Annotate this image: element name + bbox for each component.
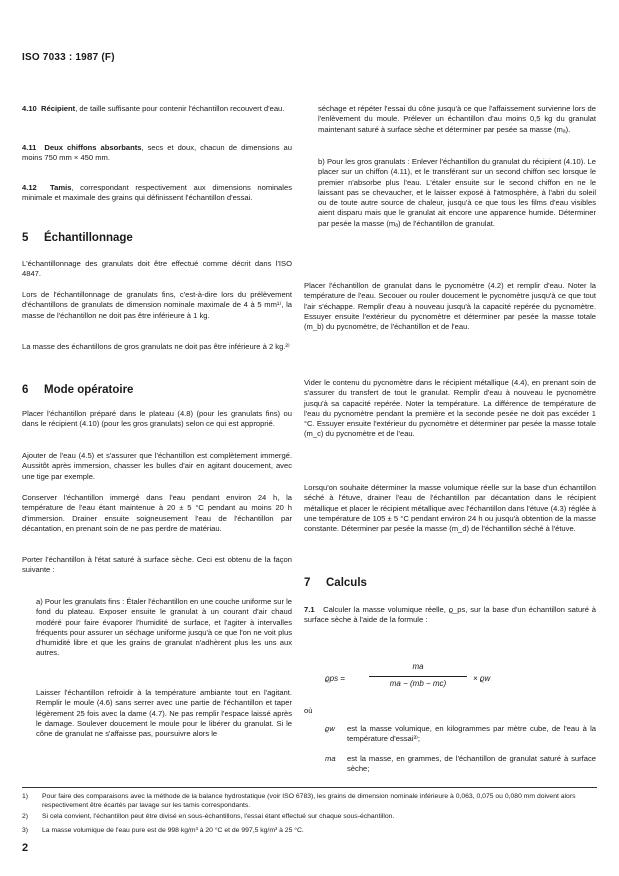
section-number: 6 (22, 384, 29, 396)
footnote-marker: 2) (22, 813, 29, 820)
page-number: 2 (22, 842, 29, 854)
section-heading-6 (22, 384, 133, 396)
fraction-bar (369, 676, 467, 677)
formula-rhs: × ϱw (473, 674, 491, 683)
definition-m-a (325, 754, 596, 776)
paragraph: Laisser l'échantillon refroidir à la température ambiante tout en l'agitant. Remplir le moule (4.6) sans serrer avec une partie de l'échantillon et taper légèrement 25 fois avec la dame (4.7). Ne pas remplir l'espace laissé après le damage. Soulever doucement le moule pour le libérer du granulat. Si le cône de granulat ne s'affaisse pas, poursuivre alors le (36, 688, 292, 739)
section-number: 7 (304, 577, 311, 589)
section-number: 5 (22, 232, 29, 244)
clause-text: Calculer la masse volumique réelle, ϱ_ps, sur la base d'un échantillon saturé à surface sèche à l'aide de la formule : (304, 605, 596, 625)
clause-4-11 (22, 143, 292, 164)
definition-symbol: ϱw (325, 724, 335, 733)
clause-4-10 (22, 104, 292, 114)
definition-text: est la masse volumique, en kilogrammes par mètre cube, de l'eau à la température d'essai³⁾; (347, 724, 596, 744)
footnote-marker: 3) (22, 827, 29, 834)
footnote-2 (22, 812, 597, 822)
footnote-text: Pour faire des comparaisons avec la méthode de la balance hydrostatique (voir ISO 6783), les grains de dimension nominale inférieure à 0,063, 0,075 ou 0,080 mm doivent alors respectivement être écartés par lavage sur les tamis correspondants. (42, 793, 576, 809)
list-item-b: b) Pour les gros granulats : Enlever l'échantillon du granulat du récipient (4.10). Le placer sur un chiffon (4.11), et le transférant sur un second chiffon sec lorsque le premier n'absorbe plus l'eau. L'étaler ensuite sur le second chiffon en ne le laissant pas se chevaucher, et le laisser exposé à l'atmosphère, à l'abri du soleil ou de toute autre source de chaleur, jusqu'à ce que tous les films d'eau visibles aient disparu mais que le granulat ait encore une apparence humide. Déterminer par pesée la masse (mₐ) de l'échantillon de granulat. (318, 157, 596, 228)
paragraph: Vider le contenu du pycnomètre dans le récipient métallique (4.4), en prenant soin de s'assurer du transfert de tout le granulat. Remplir d'eau à nouveau le pycnomètre jusqu'à sa capacité repérée. Noter la température. La différence de température de l'eau du pycnomètre pendant la première et la seconde pesée ne doit pas excéder 1 °C. Essuyer ensuite l'extérieur du pycnomètre et déterminer par pesée la masse totale (m_c) du pycnomètre et de l'eau. (304, 378, 596, 439)
formula-lhs: ϱps = (325, 674, 345, 683)
list-item-a: a) Pour les granulats fins : Étaler l'échantillon en une couche uniforme sur le fond du plateau. Exposer ensuite le granulat à un courant d'air chaud modéré pour faire évaporer l'humidité de surface, et l'agiter à intervalles fréquents pour assurer un séchage uniforme jusqu'à ce que l'on ne voit plus d'humidité libre et que les grains de granulat n'adhèrent plus les uns aux autres. (36, 597, 292, 658)
formula-denominator: ma − (mb − mc) (389, 679, 447, 688)
section-title: Mode opératoire (44, 384, 134, 396)
clause-term: Deux chiffons absorbants (44, 143, 142, 152)
clause-text: , secs et doux, chacun de dimensions au moins 750 mm × 450 mm. (22, 143, 292, 163)
footnote-rule (22, 787, 597, 788)
clause-number: 4.11 (22, 143, 37, 152)
clause-4-12 (22, 183, 292, 204)
clause-text: , correspondant respectivement aux dimensions nominales minimale et maximale des grains qui définissent l'échantillon d'essai. (22, 183, 292, 203)
section-heading-5 (22, 232, 133, 244)
section-title: Échantillonnage (44, 232, 133, 244)
paragraph: Ajouter de l'eau (4.5) et s'assurer que l'échantillon est complètement immergé. Aussitôt après immersion, chasser les bulles d'air en agitant doucement, avec une tige par exemple. (22, 451, 292, 481)
clause-term: Tamis (50, 183, 72, 192)
document-header: ISO 7033 : 1987 (F) (22, 52, 115, 63)
clause-text: , de taille suffisante pour contenir l'échantillon recouvert d'eau. (75, 104, 285, 113)
paragraph: Porter l'échantillon à l'état saturé à surface sèche. Ceci est obtenu de la façon suivante : (22, 555, 292, 575)
definition-text: est la masse, en grammes, de l'échantillon de granulat saturé à surface sèche; (347, 754, 596, 774)
clause-number: 4.10 (22, 104, 37, 113)
footnote-1 (22, 792, 597, 812)
paragraph: Placer l'échantillon de granulat dans le pycnomètre (4.2) et remplir d'eau. Noter la température de l'eau. Secouer ou rouler doucement le pycnomètre jusqu'à ce que tout l'air s'échappe. Remplir d'eau à nouveau jusqu'à la capacité repérée du pycnomètre. Essuyer ensuite l'extérieur du pycnomètre et déterminer par pesée la masse totale (m_b) du pycnomètre, de l'échantillon et de l'eau. (304, 281, 596, 332)
paragraph: La masse des échantillons de gros granulats ne doit pas être inférieure à 2 kg.²⁾ (22, 342, 290, 351)
clause-term: Récipient (41, 104, 76, 113)
paragraph: Lors de l'échantillonnage de granulats fins, c'est-à-dire lors du prélèvement d'échantillons de granulats de dimension nominale maximale de 4 à 5 mm¹⁾, la masse de l'échantillon ne doit pas être inférieure à 1 kg. (22, 290, 292, 320)
footnote-3 (22, 826, 597, 836)
paragraph: L'échantillonnage des granulats doit être effectué comme décrit dans l'ISO 4847. (22, 259, 292, 279)
footnote-marker: 1) (22, 793, 29, 800)
footnote-text: Si cela convient, l'échantillon peut être divisé en sous-échantillons, l'essai étant effectué sur chaque sous-échantillon. (42, 813, 395, 820)
footnote-text: La masse volumique de l'eau pure est de 998 kg/m³ à 20 °C et de 997,5 kg/m³ à 25 °C. (42, 827, 304, 834)
definition-symbol: ma (325, 754, 336, 763)
clause-7-1 (304, 605, 596, 626)
clause-number: 7.1 (304, 605, 315, 614)
section-title: Calculs (326, 577, 367, 589)
density-formula (325, 662, 545, 696)
paragraph: Placer l'échantillon préparé dans le plateau (4.8) (pour les granulats fins) ou dans le récipient (4.10) (pour les gros granulats) selon ce qui est approprié. (22, 409, 292, 429)
section-heading-7 (304, 577, 367, 589)
paragraph: Lorsqu'on souhaite déterminer la masse volumique réelle sur la base d'un échantillon séché à l'étuve, drainer l'eau de l'échantillon par décantation dans le récipient métallique et placer le récipient métallique avec l'échantillon dans l'étuve (4.3) réglée à une température de 105 ± 5 °C pendant environ 24 h ou jusqu'à obtention de la masse constante. Déterminer par pesée la masse (m_d) de l'échantillon séché à l'étuve. (304, 483, 596, 534)
paragraph: Conserver l'échantillon immergé dans l'eau pendant environ 24 h, la température de l'eau étant maintenue à 20 ± 5 °C pendant au moins 20 h d'immersion. Drainer ensuite soigneusement l'eau de l'échantillon par décantation, en prenant soin de ne pas perdre de matériau. (22, 493, 292, 533)
where-label: où (304, 706, 313, 715)
clause-number: 4.12 (22, 183, 37, 192)
definition-rho-w (325, 724, 596, 748)
paragraph: séchage et répéter l'essai du cône jusqu'à ce que l'affaissement survienne lors de l'enlèvement du moule. Prélever un échantillon d'au moins 0,5 kg du granulat maintenant saturé à surface sèche et déterminer par pesée sa masse (mₐ). (318, 104, 596, 134)
formula-numerator: ma (412, 662, 424, 671)
